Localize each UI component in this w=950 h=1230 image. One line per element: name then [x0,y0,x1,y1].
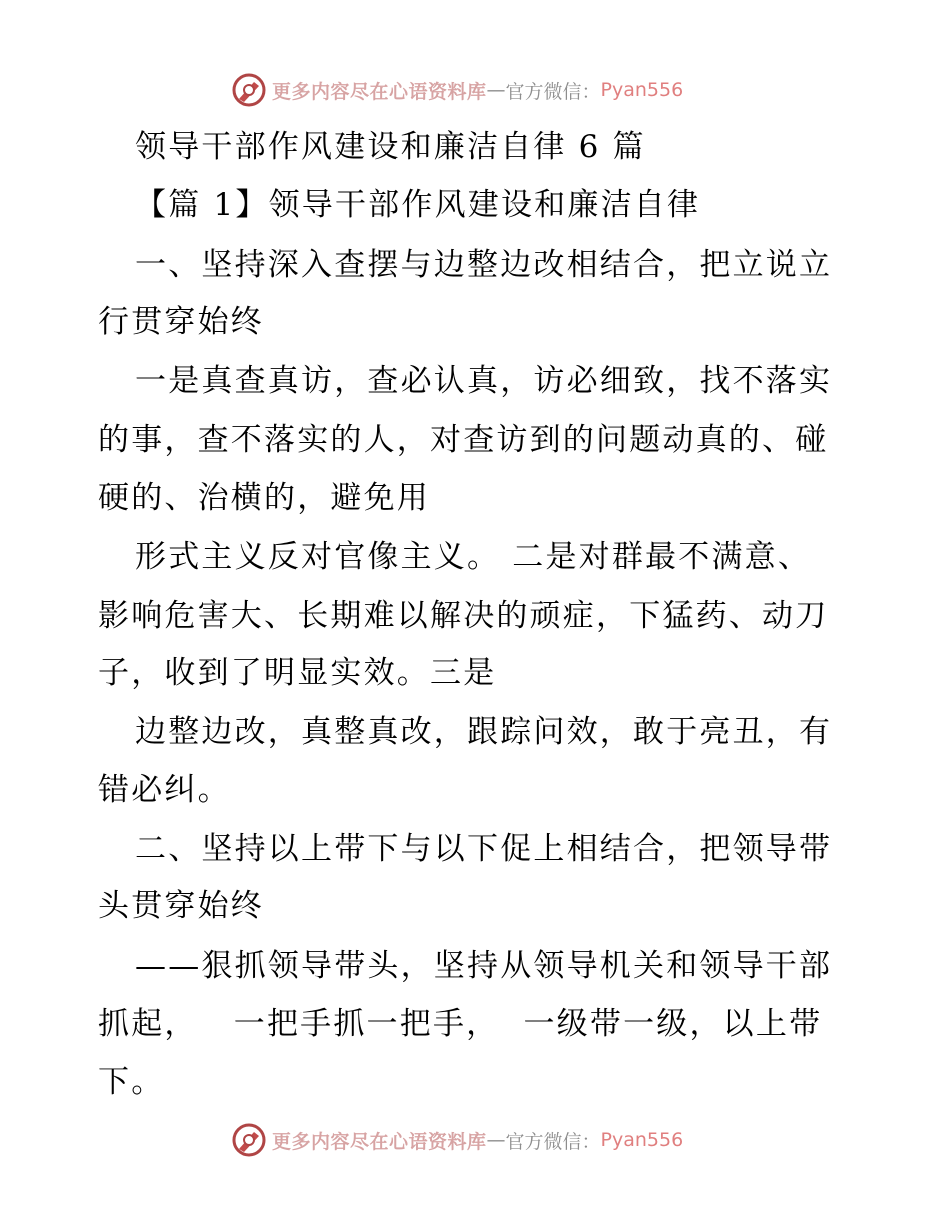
paragraph-line: 一是真查真访，查必认真，访必细致，找不落实 [135,363,833,399]
banner-dash: — [486,79,506,101]
paragraph-line: 二、坚持以上带下与以下促上相结合，把领导带 [135,831,833,867]
paragraph-line: 一、坚持深入查摆与边整边改相结合，把立说立 [135,247,833,283]
logo-icon [232,1123,266,1157]
banner-wechat-id: Pyan556 [600,79,684,101]
banner-dash: — [486,1129,506,1151]
paragraph-line: 硬的、治横的，避免用 [98,480,430,516]
footer-banner [232,1122,683,1158]
paragraph-line: 影响危害大、长期难以解决的顽症，下猛药、动刀 [98,598,829,634]
paragraph-line: ——狠抓领导带头，坚持从领导机关和领导干部 [135,948,833,984]
header-banner [232,72,683,108]
document-title: 领导干部作风建设和廉洁自律 6 篇 [135,129,646,165]
banner-official-label: 官方微信： [505,1130,601,1153]
paragraph-line: 形式主义反对官像主义。 二是对群最不满意、 [135,539,812,575]
paragraph-line: 头贯穿始终 [98,888,264,924]
section-heading: 【篇 1】领导干部作风建设和廉洁自律 [135,187,701,223]
paragraph-line: 行贯穿始终 [98,304,264,340]
paragraph-line: 边整边改，真整真改，跟踪问效，敢于亮丑，有 [135,714,833,750]
paragraph-line: 下。 [98,1064,165,1100]
banner-official-label: 官方微信： [505,80,601,103]
logo-icon [232,73,266,107]
paragraph-line: 的事，查不落实的人，对查访到的问题动真的、碰 [98,422,829,458]
banner-main-text: 更多内容尽在心语资料库 [272,1130,487,1153]
banner-main-text: 更多内容尽在心语资料库 [272,80,487,103]
paragraph-line: 子，收到了明显实效。三是 [98,655,497,691]
banner-wechat-id: Pyan556 [600,1129,684,1151]
paragraph-line: 错必纠。 [98,772,231,808]
paragraph-line: 抓起， 一把手抓一把手， 一级带一级，以上带 [98,1006,823,1042]
